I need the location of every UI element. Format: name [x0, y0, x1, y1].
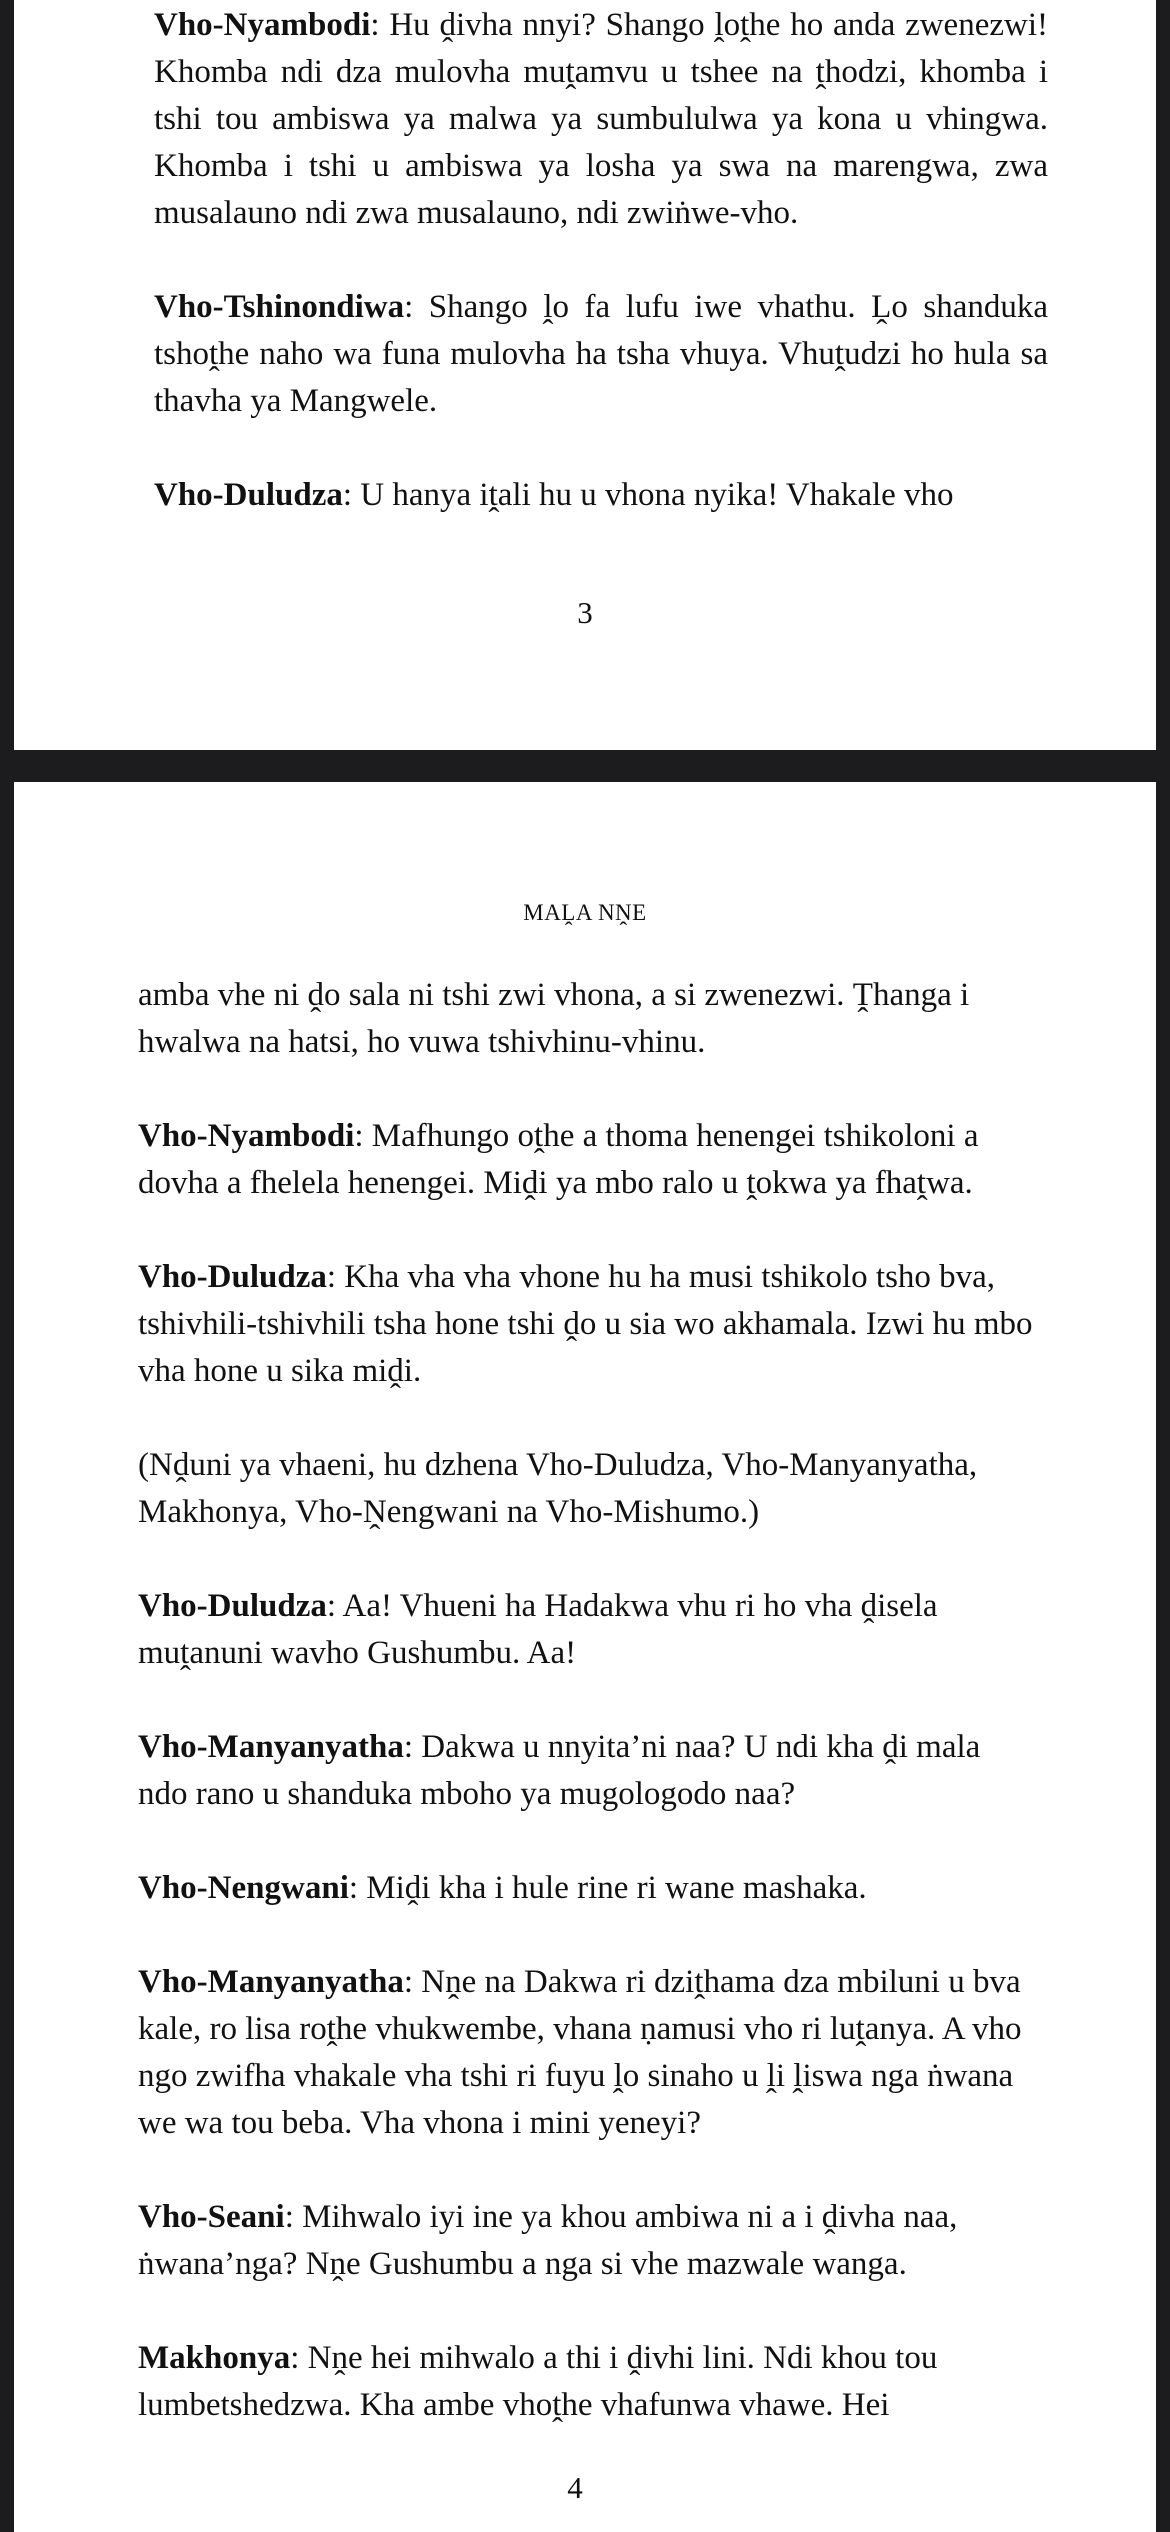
speaker-name: Vho-Duludza — [138, 1259, 327, 1295]
dialogue-text: : Miḓi kha i hule rine ri wane mashaka. — [348, 1870, 867, 1906]
dialogue-paragraph — [154, 2, 1048, 237]
dialogue-paragraph — [154, 472, 1048, 519]
dialogue-text: : Nṋe na Dakwa ri dziṱhama dza mbiluni u bva kale, ro lisa roṱhe vhukwembe, vhana ṇamusi vho ri luṱanya. A vho ngo zwifha vhakale vha tshi ri fuyu ḽo sinaho u ḽi ḽiswa nga ṅwana we wa tou beba. Vha vhona i mini yeneyi? — [138, 1964, 1022, 2141]
dialogue-text: : Shango ḽo fa lufu iwe vhathu. Ḽo shanduka tshoṱhe naho wa funa mulovha ha tsha vhuya. Vhuṱudzi ho hula sa thavha ya Mangwele. — [154, 289, 1048, 419]
speaker-name: Vho-Duludza — [154, 477, 343, 513]
dialogue-text: : Aa! Vhueni ha Hadakwa vhu ri ho vha ḓisela muṱanuni wavho Gushumbu. Aa! — [138, 1588, 938, 1671]
dialogue-paragraph — [138, 1865, 1038, 1912]
dialogue-paragraph — [154, 284, 1048, 425]
dialogue-text: : Mafhungo oṱhe a thoma henengei tshikoloni a dovha a fhelela henengei. Miḓi ya mbo ralo u ṱokwa ya fhaṱwa. — [138, 1118, 979, 1201]
page-4 — [14, 782, 1156, 2532]
dialogue-paragraph — [138, 1254, 1038, 1395]
speaker-name: Vho-Tshinondiwa — [154, 289, 405, 325]
dialogue-paragraph — [138, 2335, 1038, 2429]
speaker-name: Vho-Nengwani — [138, 1870, 349, 1906]
dialogue-paragraph — [138, 1724, 1038, 1818]
speaker-name: Vho-Nyambodi — [138, 1118, 355, 1154]
dialogue-paragraph — [138, 1959, 1038, 2147]
page-number: 3 — [577, 595, 593, 630]
dialogue-paragraph — [138, 1113, 1038, 1207]
dialogue-text: : Dakwa u nnyita’ni naa? U ndi kha ḓi mala ndo rano u shanduka mboho ya mugologodo naa? — [138, 1729, 981, 1812]
dialogue-text: : Mihwalo iyi ine ya khou ambiwa ni a i ḓivha naa, ṅwana’nga? Nṋe Gushumbu a nga si vhe mazwale wanga. — [138, 2199, 958, 2282]
speaker-name: Vho-Duludza — [138, 1588, 327, 1624]
speaker-name: Makhonya — [138, 2340, 291, 2376]
dialogue-paragraph — [138, 2194, 1038, 2288]
dialogue-text: : Nṋe hei mihwalo a thi i ḓivhi lini. Ndi khou tou lumbetshedzwa. Kha ambe vhoṱhe vhafunwa vhawe. Hei — [138, 2340, 938, 2423]
dialogue-text: : U hanya iṱali hu u vhona nyika! Vhakale vho — [342, 477, 954, 513]
page-3-body — [154, 2, 1048, 566]
page-3 — [14, 0, 1156, 750]
speaker-name: Vho-Manyanyatha — [138, 1964, 404, 2000]
dialogue-paragraph — [138, 1583, 1038, 1677]
speaker-name: Vho-Manyanyatha — [138, 1729, 404, 1765]
speaker-name: Vho-Seani — [138, 2199, 285, 2235]
page-number: 4 — [567, 2470, 583, 2505]
dialogue-text: : Hu ḓivha nnyi? Shango ḽoṱhe ho anda zwenezwi! Khomba ndi dza mulovha muṱamvu u tshee na ṱhodzi, khomba i tshi tou ambiswa ya malwa ya sumbululwa ya kona u vhingwa. Khomba i tshi u ambiswa ya losha ya swa na marengwa, zwa musalauno ndi zwa musalauno, ndi zwiṅwe-vho. — [154, 7, 1048, 231]
speaker-name: Vho-Nyambodi — [154, 7, 371, 43]
page-4-body — [138, 972, 1038, 2476]
dialogue-text: amba vhe ni ḓo sala ni tshi zwi vhona, a si zwenezwi. Ṱhanga i hwalwa na hatsi, ho vuwa tshivhinu-vhinu. — [138, 977, 970, 1060]
running-head: MAḼA NṊE — [523, 900, 647, 925]
dialogue-paragraph — [138, 972, 1038, 1066]
stage-direction — [138, 1442, 1038, 1536]
dialogue-text: (Nḓuni ya vhaeni, hu dzhena Vho-Duludza, Vho-Manyanyatha, Makhonya, Vho-Ṋengwani na Vho-Mishumo.) — [138, 1447, 978, 1530]
dialogue-text: : Kha vha vha vhone hu ha musi tshikolo tsho bva, tshivhili-tshivhili tsha hone tshi ḓo u sia wo akhamala. Izwi hu mbo vha hone u sika miḓi. — [138, 1259, 1033, 1389]
